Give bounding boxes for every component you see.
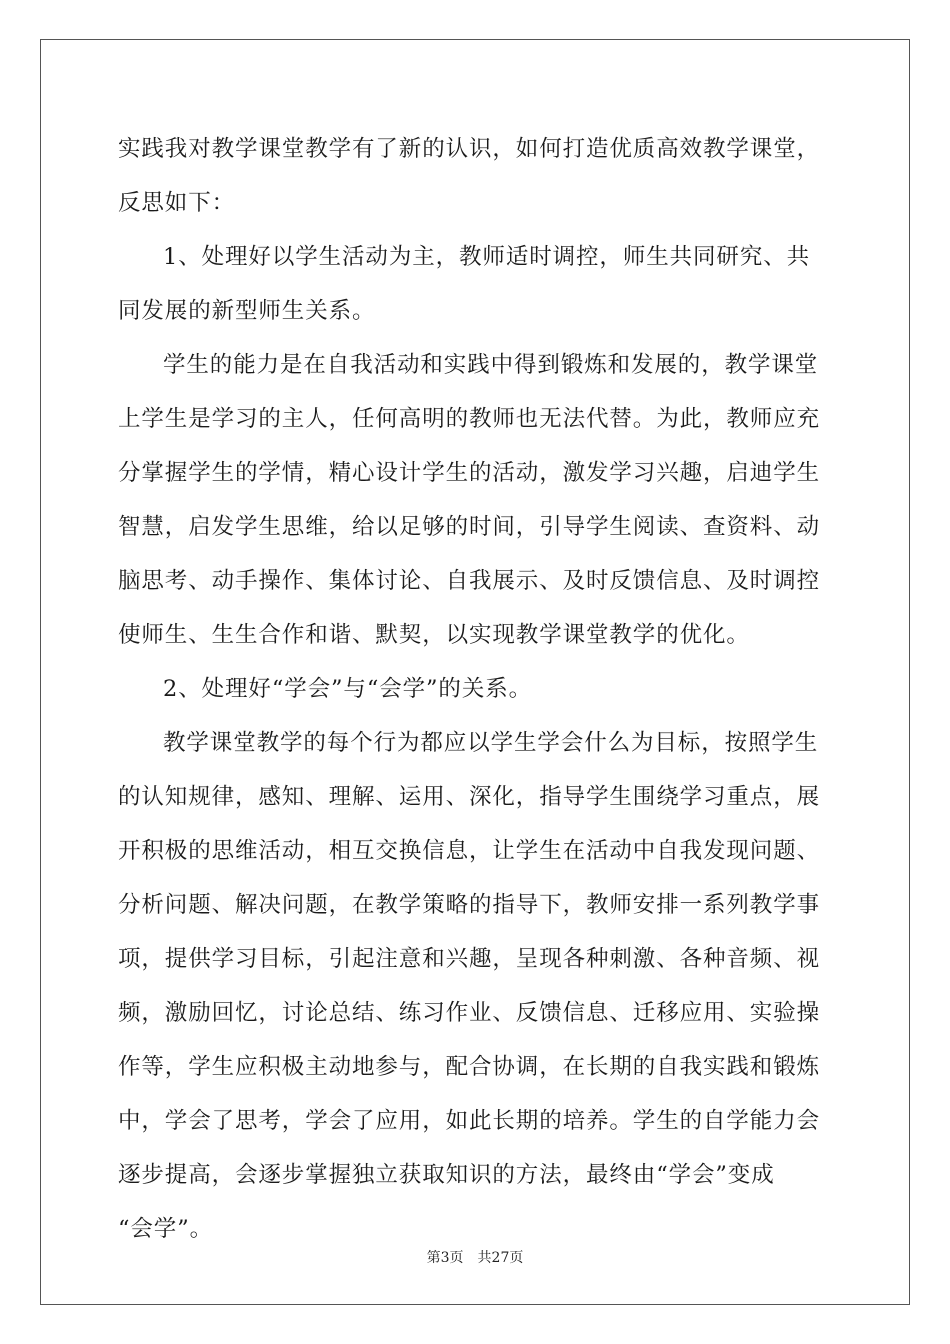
page-number: 第3页 xyxy=(426,1250,464,1266)
text-line: 上学生是学习的主人，任何高明的教师也无法代替。为此，教师应充 xyxy=(118,406,821,432)
text-line: 反思如下： xyxy=(118,190,236,216)
text-line: 分掌握学生的学情，精心设计学生的活动，激发学习兴趣，启迪学生 xyxy=(118,460,821,486)
text-line: “会学”。 xyxy=(118,1216,214,1242)
text-line: 使师生、生生合作和谐、默契，以实现教学课堂教学的优化。 xyxy=(118,622,750,648)
text-line: 逐步提高，会逐步掌握独立获取知识的方法，最终由“学会”变成 xyxy=(118,1162,775,1188)
document-body xyxy=(118,122,834,1256)
text-line: 2、处理好“学会”与“会学”的关系。 xyxy=(163,676,533,702)
text-line: 智慧，启发学生思维，给以足够的时间，引导学生阅读、查资料、动 xyxy=(118,514,821,540)
text-line: 项，提供学习目标，引起注意和兴趣，呈现各种刺激、各种音频、视 xyxy=(118,946,821,972)
page-footer xyxy=(0,1247,950,1267)
text-line: 频，激励回忆，讨论总结、练习作业、反馈信息、迁移应用、实验操 xyxy=(118,1000,821,1026)
text-line: 学生的能力是在自我活动和实践中得到锻炼和发展的，教学课堂 xyxy=(163,352,819,378)
page-total: 共27页 xyxy=(477,1250,524,1266)
text-line: 开积极的思维活动，相互交换信息，让学生在活动中自我发现问题、 xyxy=(118,838,821,864)
text-line: 的认知规律，感知、理解、运用、深化，指导学生围绕学习重点，展 xyxy=(118,784,821,810)
text-line: 同发展的新型师生关系。 xyxy=(118,298,376,324)
text-line: 脑思考、动手操作、集体讨论、自我展示、及时反馈信息、及时调控 xyxy=(118,568,821,594)
text-line: 中，学会了思考，学会了应用，如此长期的培养。学生的自学能力会 xyxy=(118,1108,821,1134)
text-line: 作等，学生应积极主动地参与，配合协调，在长期的自我实践和锻炼 xyxy=(118,1054,821,1080)
text-line: 分析问题、解决问题，在教学策略的指导下，教师安排一系列教学事 xyxy=(118,892,821,918)
text-line: 教学课堂教学的每个行为都应以学生学会什么为目标，按照学生 xyxy=(163,730,819,756)
text-line: 实践我对教学课堂教学有了新的认识，如何打造优质高效教学课堂， xyxy=(118,136,821,162)
text-line: 1、处理好以学生活动为主，教师适时调控，师生共同研究、共 xyxy=(163,244,811,270)
